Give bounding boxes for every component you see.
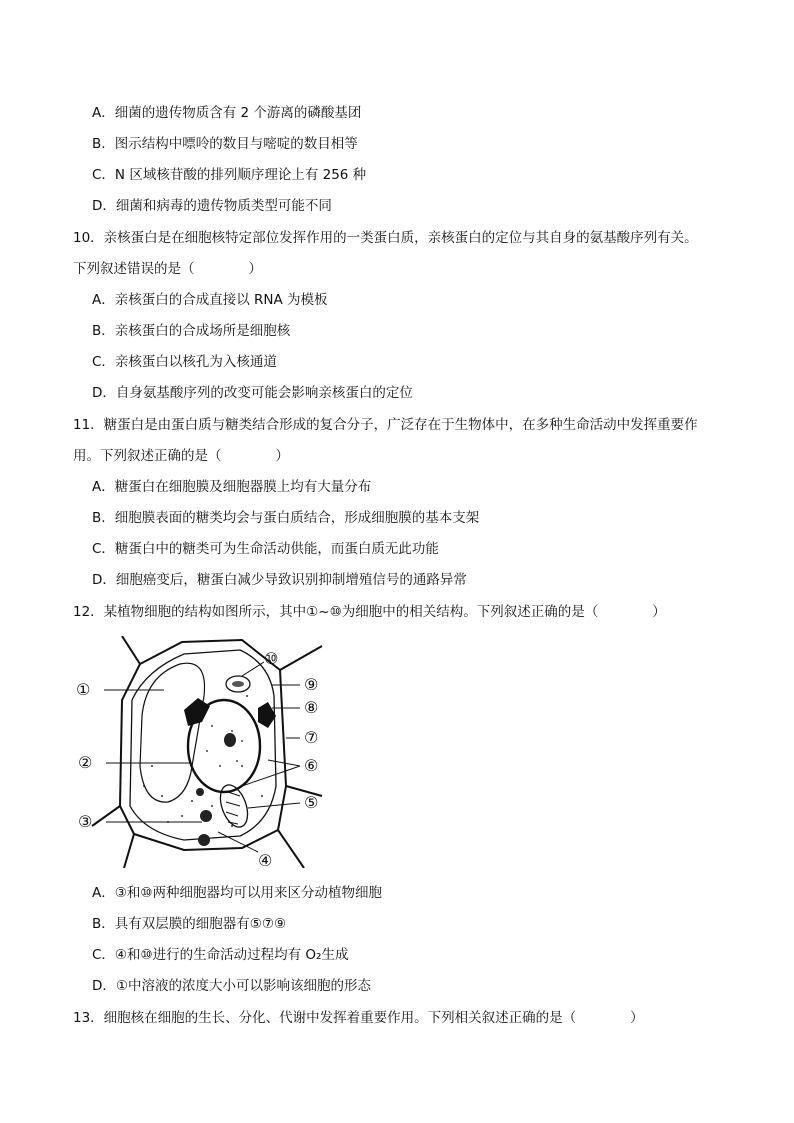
q9-option-d: D．细菌和病毒的遗传物质类型可能不同 (92, 198, 332, 214)
golgi-body (184, 698, 210, 726)
organelle-small-bottom (198, 834, 210, 846)
label-4: ④ (258, 851, 273, 868)
q10-option-c: C．亲核蛋白以核孔为入核通道 (92, 354, 277, 370)
label-6: ⑥ (304, 756, 319, 775)
label-5: ⑤ (304, 793, 319, 812)
label-2: ② (78, 753, 93, 772)
label-10: ⑩ (264, 649, 279, 668)
q12-option-a: A．③和⑩两种细胞器均可以用来区分动植物细胞 (92, 885, 382, 901)
label-1: ① (76, 680, 91, 699)
nucleolus (224, 733, 236, 747)
q11-stem-line2: 用。下列叙述正确的是（ ） (73, 448, 289, 464)
q12-option-c: C．④和⑩进行的生命活动过程均有 O₂生成 (92, 947, 349, 963)
cell-wall-left (120, 636, 140, 868)
q12-stem: 12．某植物细胞的结构如图所示，其中①~⑩为细胞中的相关结构。下列叙述正确的是（ ） (73, 604, 666, 620)
q12-option-d: D．①中溶液的浓度大小可以影响该细胞的形态 (92, 978, 371, 994)
q9-option-c: C．N 区域核苷酸的排列顺序理论上有 256 种 (92, 167, 367, 183)
q13-stem: 13．细胞核在细胞的生长、分化、代谢中发挥着重要作用。下列相关叙述正确的是（ ） (73, 1010, 644, 1026)
label-7: ⑦ (304, 728, 319, 747)
q10-option-d: D．自身氨基酸序列的改变可能会影响亲核蛋白的定位 (92, 385, 413, 401)
ribosome-cluster (200, 810, 212, 822)
q11-option-a: A．糖蛋白在细胞膜及细胞器膜上均有大量分布 (92, 479, 372, 495)
cell-wall-junction-top (280, 646, 322, 670)
label-3: ③ (78, 812, 93, 831)
cell-wall-junction-left (92, 806, 120, 826)
nucleus-dots (206, 725, 243, 767)
q10-option-a: A．亲核蛋白的合成直接以 RNA 为模板 (92, 292, 328, 308)
q10-stem-line1: 10．亲核蛋白是在细胞核特定部位发挥作用的一类蛋白质，亲核蛋白的定位与其自身的氨基酸序列有关。 (73, 230, 698, 246)
cell-wall-bottom (134, 830, 304, 868)
q9-option-b: B．图示结构中嘌呤的数目与嘧啶的数目相等 (92, 136, 358, 152)
q11-option-c: C．糖蛋白中的糖类可为生命活动供能，而蛋白质无此功能 (92, 541, 439, 557)
q11-option-b: B．细胞膜表面的糖类均会与蛋白质结合，形成细胞膜的基本支架 (92, 510, 480, 526)
q12-option-b: B．具有双层膜的细胞器有⑤⑦⑨ (92, 916, 287, 932)
vacuole (140, 663, 205, 802)
q9-option-a: A．细菌的遗传物质含有 2 个游离的磷酸基团 (92, 105, 362, 121)
label-9: ⑨ (304, 675, 319, 694)
plant-cell-diagram (72, 636, 332, 868)
q11-option-d: D．细胞癌变后，糖蛋白减少导致识别抑制增殖信号的通路异常 (92, 572, 467, 588)
cell-wall-right (278, 670, 286, 830)
chloroplast-grana (232, 681, 244, 687)
centrosome-like (196, 788, 204, 796)
q10-option-b: B．亲核蛋白的合成场所是细胞核 (92, 323, 291, 339)
label-8: ⑧ (304, 698, 319, 717)
q11-stem-line1: 11．糖蛋白是由蛋白质与糖类结合形成的复合分子，广泛存在于生物体中，在多种生命活动中发挥重要作 (73, 417, 698, 433)
plant-cell-figure (72, 636, 332, 868)
q10-stem-line2: 下列叙述错误的是（ ） (73, 261, 262, 277)
organelle-dark-right (258, 702, 276, 728)
leader-lines (104, 662, 300, 852)
